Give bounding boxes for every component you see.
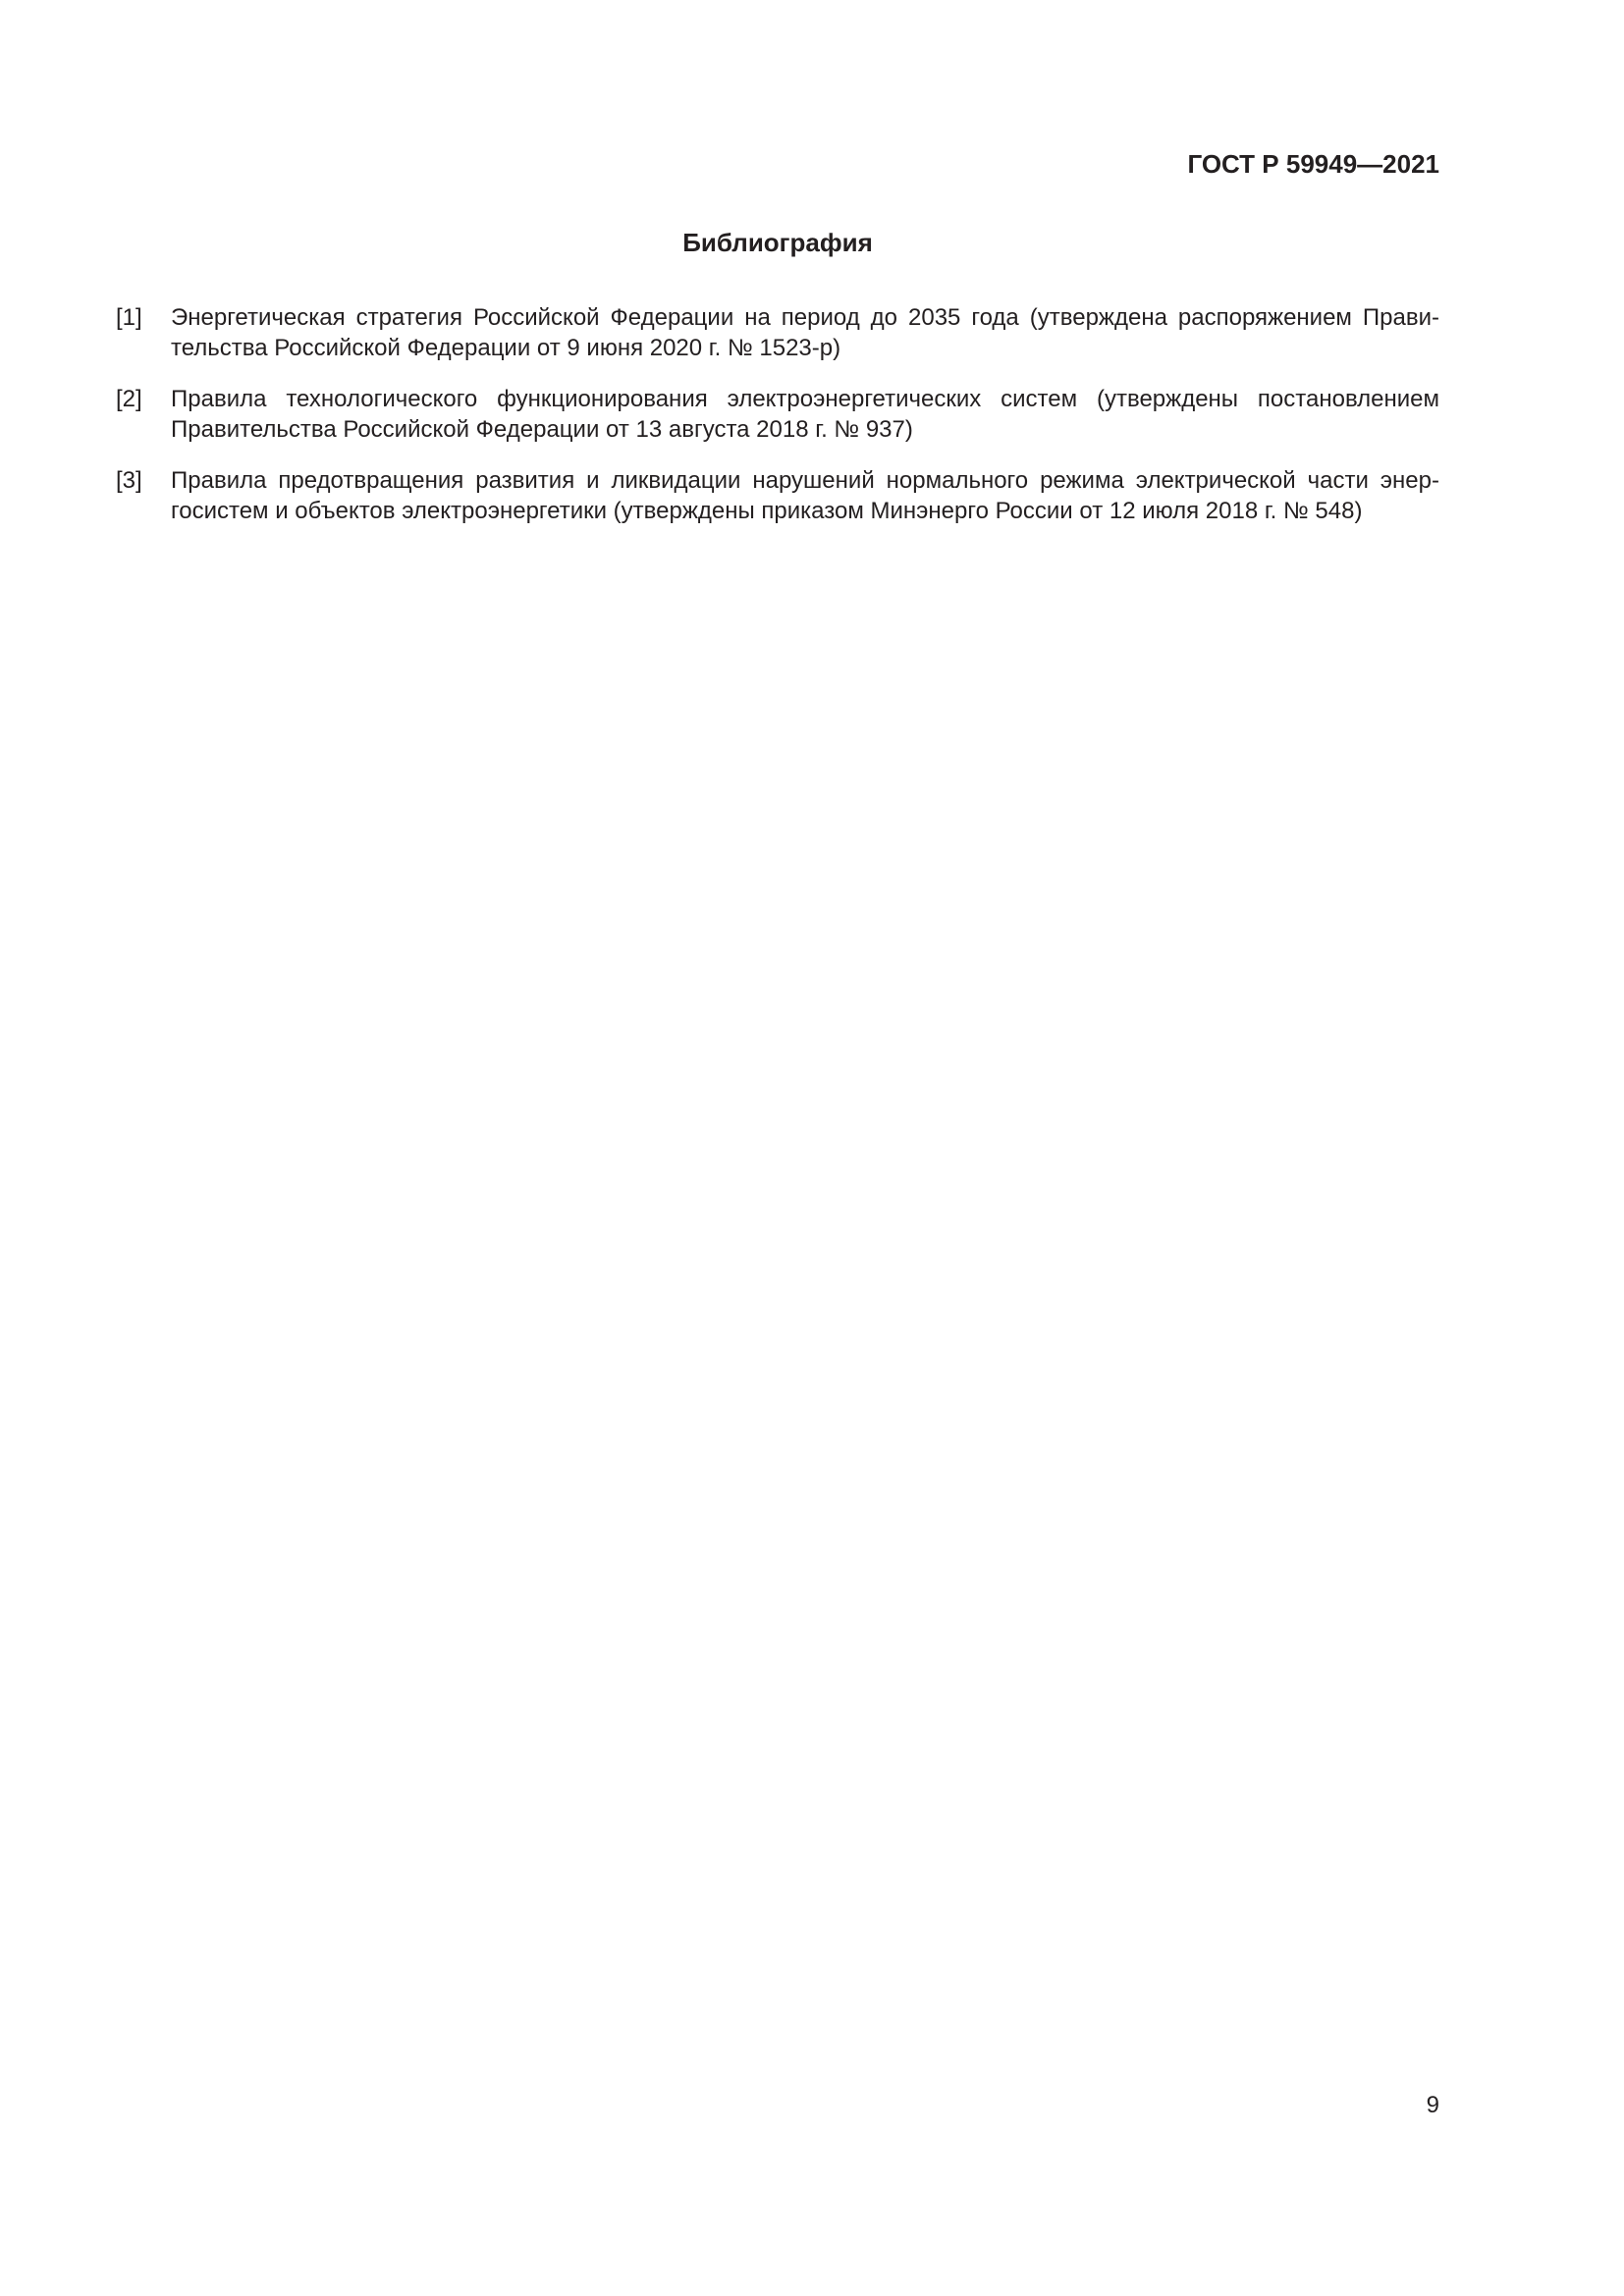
bibliography-number: [3] — [116, 467, 142, 494]
bibliography-line: Энергетическая стратегия Российской Федерации на период до 2035 года (утверждена распоряжением Прави- — [171, 304, 1439, 331]
bibliography-item-1 — [116, 302, 1439, 363]
bibliography-item-2 — [116, 384, 1439, 445]
section-title: Библиография — [682, 228, 873, 257]
bibliography-line: Правительства Российской Федерации от 13 августа 2018 г. № 937) — [171, 416, 913, 443]
bibliography-line: тельства Российской Федерации от 9 июня 2020 г. № 1523-р) — [171, 335, 841, 361]
bibliography-number: [2] — [116, 386, 142, 412]
bibliography-line: Правила технологического функционирования электроэнергетических систем (утверждены постановлением — [171, 386, 1439, 412]
page-number: 9 — [1426, 2092, 1439, 2118]
bibliography-item-3 — [116, 465, 1439, 526]
bibliography-line: Правила предотвращения развития и ликвидации нарушений нормального режима электрической части энер- — [171, 467, 1439, 494]
bibliography-line: госистем и объектов электроэнергетики (утверждены приказом Минэнерго России от 12 июля 2018 г. № 548) — [171, 498, 1363, 524]
standard-id-header: ГОСТ Р 59949—2021 — [1187, 149, 1439, 179]
bibliography-list — [116, 302, 1439, 547]
bibliography-number: [1] — [116, 304, 142, 331]
